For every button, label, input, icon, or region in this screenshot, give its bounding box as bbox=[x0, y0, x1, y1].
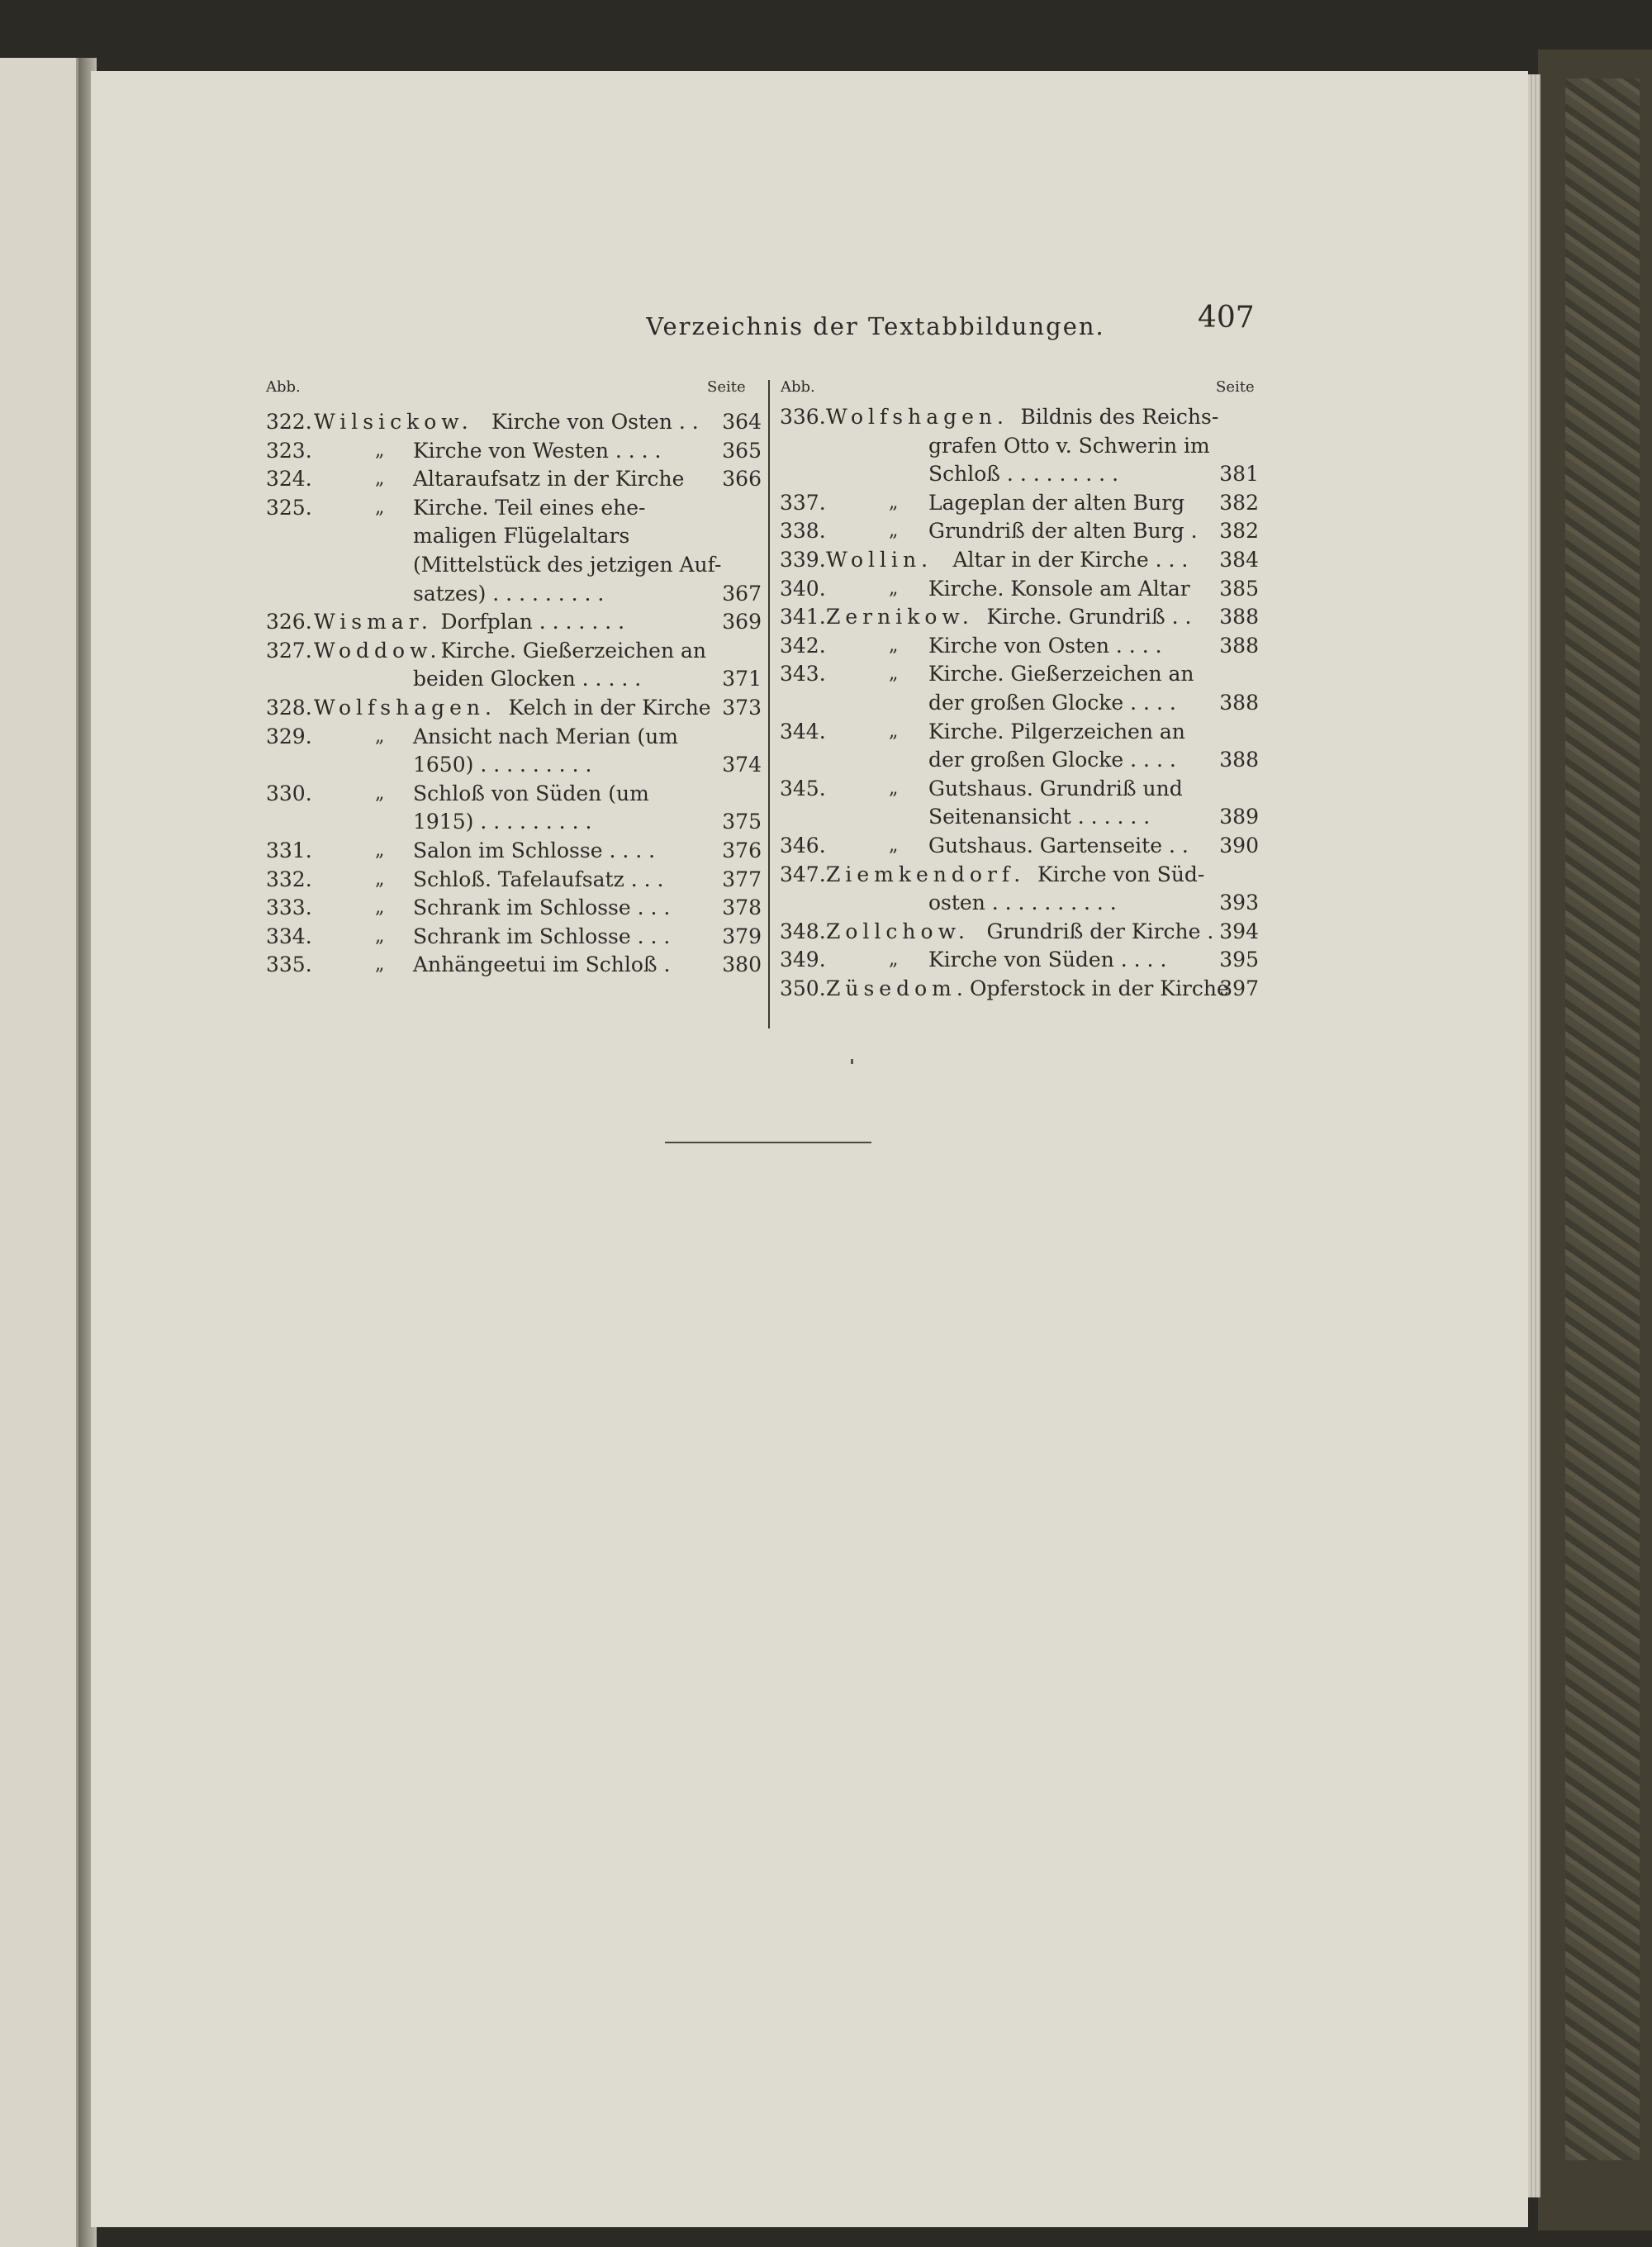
running-header: Verzeichnis der Textabbildungen. bbox=[646, 312, 1105, 340]
entry-description: Schloß . . . . . . . . . bbox=[928, 462, 1119, 487]
list-item bbox=[266, 494, 762, 523]
ditto-mark: „ bbox=[889, 835, 899, 856]
list-item bbox=[266, 894, 762, 923]
entry-page: 382 bbox=[1219, 519, 1259, 544]
entry-description: Ansicht nach Merian (um bbox=[413, 724, 678, 748]
ink-speck bbox=[851, 1059, 853, 1064]
ditto-mark: „ bbox=[889, 634, 899, 656]
list-item bbox=[780, 975, 1259, 1004]
entry-place: Wismar. bbox=[314, 610, 433, 634]
ditto-mark: „ bbox=[375, 468, 385, 490]
entry-page: 388 bbox=[1219, 605, 1259, 629]
list-item bbox=[780, 460, 1259, 489]
entry-number: 344. bbox=[780, 719, 826, 743]
entry-description: Schloß von Süden (um bbox=[413, 781, 649, 805]
list-item bbox=[780, 918, 1259, 947]
entry-number: 337. bbox=[780, 490, 826, 515]
entry-place: Wollin. bbox=[826, 548, 933, 572]
list-item bbox=[780, 689, 1259, 718]
entry-number: 322. bbox=[266, 410, 312, 434]
entry-page: 388 bbox=[1219, 748, 1259, 772]
entry-description: Schrank im Schlosse . . . bbox=[413, 895, 671, 920]
list-item bbox=[266, 665, 762, 694]
entry-description: grafen Otto v. Schwerin im bbox=[928, 433, 1210, 458]
entry-description: Kirche. Gießerzeichen an bbox=[928, 662, 1194, 686]
entry-number: 339. bbox=[780, 548, 826, 572]
entry-place: Zernikow. bbox=[826, 605, 974, 629]
entry-description: Kirche von Westen . . . . bbox=[413, 438, 662, 463]
entry-number: 326. bbox=[266, 610, 312, 634]
ditto-mark: „ bbox=[375, 496, 385, 518]
left-column-head-abb: Abb. bbox=[266, 378, 301, 396]
entry-description: 1915) . . . . . . . . . bbox=[413, 810, 592, 834]
entry-description: osten . . . . . . . . . . bbox=[928, 891, 1117, 915]
entry-page: 382 bbox=[1219, 490, 1259, 515]
entry-description: Schrank im Schlosse . . . bbox=[413, 924, 671, 948]
list-item bbox=[266, 551, 762, 580]
list-item bbox=[780, 660, 1259, 689]
entry-description: Anhängeetui im Schloß . bbox=[413, 952, 671, 977]
entry-number: 332. bbox=[266, 867, 312, 891]
entry-number: 349. bbox=[780, 948, 826, 972]
entry-page: 388 bbox=[1219, 633, 1259, 658]
list-item bbox=[780, 718, 1259, 747]
list-item bbox=[780, 432, 1259, 461]
list-item bbox=[266, 808, 762, 837]
entry-place: Wolfshagen. bbox=[314, 696, 496, 720]
list-item bbox=[780, 575, 1259, 604]
list-item bbox=[266, 437, 762, 466]
entry-description: Schloß. Tafelaufsatz . . . bbox=[413, 867, 664, 891]
entry-description: Kirche. Pilgerzeichen an bbox=[928, 719, 1185, 743]
entry-number: 342. bbox=[780, 633, 826, 658]
list-item bbox=[780, 603, 1259, 632]
entry-description: (Mittelstück des jetzigen Auf- bbox=[413, 553, 722, 577]
entry-page: 390 bbox=[1219, 834, 1259, 857]
list-item bbox=[266, 522, 762, 551]
entry-description: 1650) . . . . . . . . . bbox=[413, 753, 592, 777]
entry-place: Woddow. bbox=[314, 638, 442, 663]
entry-page: 364 bbox=[722, 410, 762, 434]
entry-description: der großen Glocke . . . . bbox=[928, 691, 1176, 715]
entry-description: satzes) . . . . . . . . . bbox=[413, 581, 605, 606]
entry-page: 397 bbox=[1219, 976, 1259, 1000]
entry-page: 366 bbox=[722, 467, 762, 492]
list-item bbox=[266, 694, 762, 723]
entry-number: 329. bbox=[266, 724, 312, 748]
list-item bbox=[266, 866, 762, 895]
entry-page: 385 bbox=[1219, 576, 1259, 601]
entry-place: Züsedom. bbox=[826, 976, 968, 1000]
entry-number: 345. bbox=[780, 776, 826, 800]
list-item bbox=[266, 608, 762, 637]
entry-number: 328. bbox=[266, 696, 312, 720]
entry-number: 340. bbox=[780, 576, 826, 601]
entry-number: 324. bbox=[266, 467, 312, 492]
entry-page: 367 bbox=[722, 581, 762, 606]
entry-page: 374 bbox=[722, 753, 762, 777]
entry-number: 348. bbox=[780, 919, 826, 943]
entry-description: Gutshaus. Grundriß und bbox=[928, 776, 1183, 800]
list-item bbox=[266, 580, 762, 609]
ditto-mark: „ bbox=[889, 949, 899, 971]
entry-place: Wilsickow. bbox=[314, 410, 473, 434]
list-item bbox=[266, 723, 762, 752]
entry-page: 369 bbox=[722, 610, 762, 634]
entry-number: 347. bbox=[780, 862, 826, 886]
list-item bbox=[266, 751, 762, 780]
list-item bbox=[780, 403, 1259, 432]
entry-description: maligen Flügelaltars bbox=[413, 524, 630, 549]
left-column-head-seite: Seite bbox=[707, 378, 746, 396]
entry-place: Zollchow. bbox=[826, 919, 970, 943]
entry-page: 373 bbox=[722, 696, 762, 720]
ditto-mark: „ bbox=[375, 725, 385, 747]
entry-number: 350. bbox=[780, 976, 826, 1000]
entry-number: 346. bbox=[780, 834, 826, 857]
entry-number: 330. bbox=[266, 781, 312, 805]
entry-page: 384 bbox=[1219, 548, 1259, 572]
entry-page: 376 bbox=[722, 838, 762, 862]
entry-description: beiden Glocken . . . . . bbox=[413, 667, 642, 691]
entry-number: 327. bbox=[266, 638, 312, 663]
entry-description: Lageplan der alten Burg bbox=[928, 490, 1185, 515]
list-item bbox=[266, 637, 762, 666]
right-column-head-abb: Abb. bbox=[781, 378, 815, 396]
entry-description: Kirche. Konsole am Altar bbox=[928, 576, 1190, 601]
entry-page: 380 bbox=[722, 952, 762, 977]
list-item bbox=[266, 408, 762, 437]
entry-page: 389 bbox=[1219, 805, 1259, 829]
entry-description: Kelch in der Kirche bbox=[508, 696, 711, 720]
entry-number: 335. bbox=[266, 952, 312, 977]
entry-description: Kirche von Osten . . . . bbox=[928, 633, 1162, 658]
entry-description: Seitenansicht . . . . . . bbox=[928, 805, 1151, 829]
ditto-mark: „ bbox=[375, 897, 385, 919]
entry-description: Altar in der Kirche . . . bbox=[952, 548, 1189, 572]
list-item bbox=[780, 832, 1259, 861]
entry-description: Kirche von Süden . . . . bbox=[928, 948, 1167, 972]
entry-page: 394 bbox=[1219, 919, 1259, 943]
ditto-mark: „ bbox=[889, 720, 899, 742]
list-item bbox=[266, 465, 762, 494]
list-item bbox=[780, 546, 1259, 575]
ditto-mark: „ bbox=[375, 954, 385, 976]
entry-number: 341. bbox=[780, 605, 826, 629]
list-item bbox=[266, 923, 762, 952]
entry-description: Kirche. Teil eines ehe- bbox=[413, 495, 646, 520]
list-item bbox=[780, 517, 1259, 546]
entry-place: Wolfshagen. bbox=[826, 405, 1009, 429]
ditto-mark: „ bbox=[375, 782, 385, 804]
entry-description: Altaraufsatz in der Kirche bbox=[413, 467, 685, 492]
list-item bbox=[780, 775, 1259, 804]
ditto-mark: „ bbox=[375, 439, 385, 461]
list-item bbox=[780, 861, 1259, 890]
entry-description: der großen Glocke . . . . bbox=[928, 748, 1176, 772]
ditto-mark: „ bbox=[889, 663, 899, 685]
list-item bbox=[266, 780, 762, 809]
entry-number: 325. bbox=[266, 495, 312, 520]
ditto-mark: „ bbox=[889, 777, 899, 799]
ditto-mark: „ bbox=[889, 520, 899, 542]
entry-page: 375 bbox=[722, 810, 762, 834]
entry-page: 378 bbox=[722, 895, 762, 920]
entry-description: Kirche von Osten . . bbox=[491, 410, 699, 434]
list-item bbox=[780, 803, 1259, 832]
book-page bbox=[91, 71, 1528, 2227]
entry-page: 365 bbox=[722, 438, 762, 463]
entry-description: Gutshaus. Gartenseite . . bbox=[928, 834, 1189, 857]
entry-page: 395 bbox=[1219, 948, 1259, 972]
ditto-mark: „ bbox=[889, 492, 899, 513]
right-column-head-seite: Seite bbox=[1216, 378, 1255, 396]
facing-page-edge bbox=[0, 58, 78, 2247]
entry-description: Opferstock in der Kirche bbox=[970, 976, 1229, 1000]
entry-description: Salon im Schlosse . . . . bbox=[413, 838, 656, 862]
entry-page: 381 bbox=[1219, 462, 1259, 487]
list-item bbox=[780, 889, 1259, 918]
entry-description: Dorfplan . . . . . . . bbox=[440, 610, 625, 634]
ditto-mark: „ bbox=[375, 868, 385, 890]
entry-page: 377 bbox=[722, 867, 762, 891]
entry-description: Kirche von Süd- bbox=[1037, 862, 1205, 886]
entry-number: 331. bbox=[266, 838, 312, 862]
entry-description: Grundriß der alten Burg . bbox=[928, 519, 1198, 544]
page-number: 407 bbox=[1198, 301, 1255, 335]
entry-description: Bildnis des Reichs- bbox=[1020, 405, 1219, 429]
list-item bbox=[780, 946, 1259, 975]
ditto-mark: „ bbox=[375, 925, 385, 947]
ditto-mark: „ bbox=[375, 840, 385, 861]
entry-place: Ziemkendorf. bbox=[826, 862, 1026, 886]
column-divider bbox=[768, 380, 770, 1028]
ditto-mark: „ bbox=[889, 577, 899, 599]
entry-description: Grundriß der Kirche . bbox=[986, 919, 1214, 943]
entry-number: 336. bbox=[780, 405, 826, 429]
list-item bbox=[266, 837, 762, 866]
list-item bbox=[780, 746, 1259, 775]
entry-number: 343. bbox=[780, 662, 826, 686]
end-rule bbox=[665, 1142, 871, 1143]
entry-description: Kirche. Gießerzeichen an bbox=[440, 638, 707, 663]
entry-page: 371 bbox=[722, 667, 762, 691]
list-item bbox=[266, 951, 762, 980]
entry-page: 393 bbox=[1219, 891, 1259, 915]
entry-number: 338. bbox=[780, 519, 826, 544]
entry-number: 333. bbox=[266, 895, 312, 920]
entry-page: 388 bbox=[1219, 691, 1259, 715]
entry-page: 379 bbox=[722, 924, 762, 948]
entry-number: 323. bbox=[266, 438, 312, 463]
list-item bbox=[780, 489, 1259, 518]
list-item bbox=[780, 632, 1259, 661]
entry-description: Kirche. Grundriß . . bbox=[986, 605, 1192, 629]
cover-cloth-texture bbox=[1565, 78, 1640, 2160]
entry-number: 334. bbox=[266, 924, 312, 948]
